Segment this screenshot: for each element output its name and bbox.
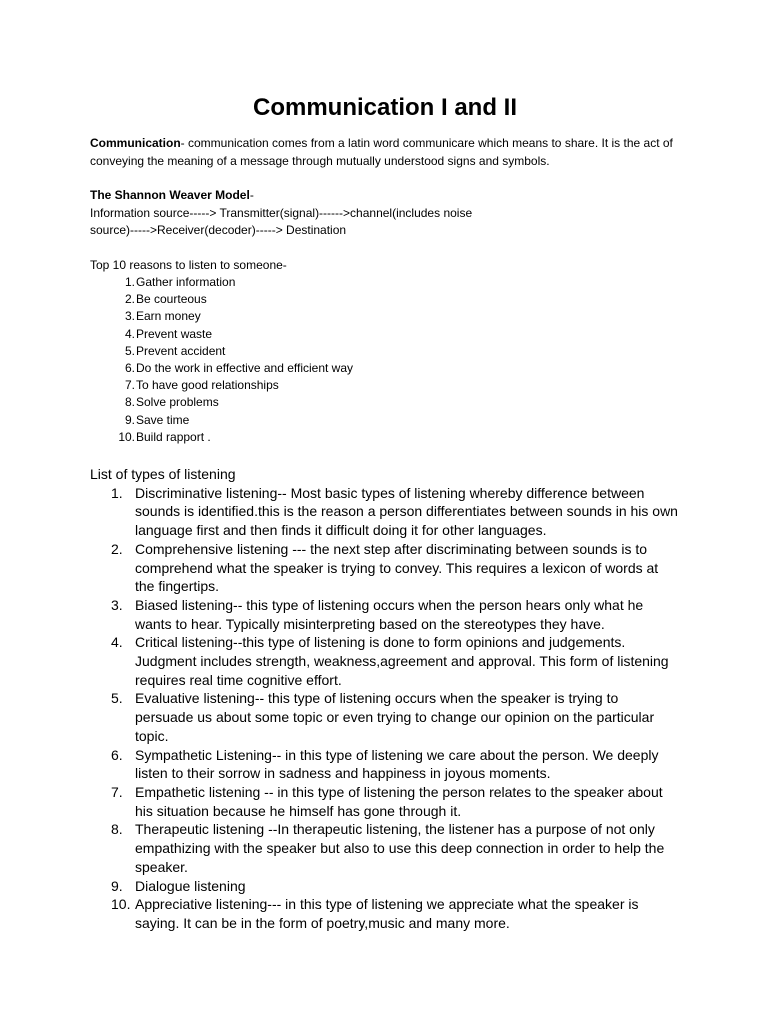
list-item-text: Therapeutic listening --In therapeutic listening, the listener has a purpose of not only empathizing with the speaker but also to use this deep connection in order to help the speaker. [135,821,665,875]
list-item-number: 3. [124,309,135,324]
listening-type-item [90,877,680,896]
list-item-number: 2. [124,292,135,307]
reason-list-item [90,377,680,394]
list-item-text: Critical listening--this type of listening is done to form opinions and judgements. Judgment includes strength, weakness,agreement and approval. This form of listening requires real time cognitive effort. [135,634,669,688]
reason-list-item [90,394,680,411]
reason-list-item [90,343,680,360]
listening-type-item [90,596,680,633]
list-item-text: Gather information [136,275,236,289]
reason-list-item [90,412,680,429]
model-heading-text: The Shannon Weaver Model [90,188,250,202]
listening-type-item [90,689,680,745]
list-item-text: Discriminative listening-- Most basic types of listening whereby difference between sounds is identified.this is the reason a person differentiates between sounds in his own language first and then finds it difficult doing it for other languages. [135,484,678,539]
list-item-text: Appreciative listening--- in this type of listening we appreciate what the speaker is saying. It can be in the form of poetry,music and many more. [135,896,639,931]
reasons-list [90,274,680,446]
list-item-text: To have good relationships [136,378,279,393]
list-item-text: Be courteous [136,292,207,307]
reason-list-item [90,326,680,343]
list-item-text: Do the work in effective and efficient way [136,361,354,376]
list-item-text: Save time [136,412,190,427]
list-item-number: 6. [111,746,123,763]
model-heading-suffix: - [249,188,254,202]
reason-list-item [90,360,680,377]
reason-list-item [90,429,680,446]
listening-type-item [90,783,680,820]
list-item-number: 5. [111,690,123,707]
intro-paragraph [90,135,680,170]
reason-list-item [90,308,680,325]
list-item-number: 8. [124,395,135,410]
list-item-text: Empathetic listening -- in this type of listening the person relates to the speaker about his situation because he himself has gone through it. [135,783,663,819]
listening-type-item [90,746,680,783]
list-item-number: 7. [111,783,123,800]
list-item-number: 10. [118,429,135,444]
list-item-number: 3. [111,596,123,613]
list-item-number: 1. [124,275,135,289]
list-item-number: 9. [111,877,123,894]
reason-list-item [90,274,680,291]
types-heading: List of types of listening [90,466,236,483]
list-item-text: Biased listening-- this type of listening occurs when the person hears only what he wants to hear. Typically misinterpreting based on the stereotypes they have. [135,596,644,632]
intro-term: Communication [90,136,181,150]
list-item-number: 4. [124,326,135,341]
list-item-number: 1. [111,484,123,501]
document-page [90,92,680,933]
list-item-text: Sympathetic Listening-- in this type of listening we care about the person. We deeply listen to their sorrow in sadness and happiness in joyous moments. [135,746,659,782]
page-title: Communication I and II [252,94,517,121]
list-item-number: 7. [124,378,135,393]
intro-text: - communication comes from a latin word communicare which means to share. It is the act of conveying the meaning of a message through mutually understood signs and symbols. [90,136,673,168]
list-item-number: 6. [124,361,135,376]
list-item-number: 4. [111,634,123,651]
list-item-number: 2. [111,540,123,557]
list-item-text: Prevent accident [136,343,226,358]
list-item-number: 9. [124,412,135,427]
model-heading [90,187,680,205]
list-item-number: 8. [111,821,123,838]
list-item-text: Earn money [136,309,201,324]
types-list [90,484,680,933]
list-item-text: Dialogue listening [135,877,246,894]
listening-type-item [90,820,680,876]
list-item-text: Solve problems [136,395,219,410]
model-line-2: source)----->Receiver(decoder)-----> Destination [90,223,347,237]
listening-type-item [90,484,680,540]
listening-type-item [90,540,680,596]
list-item-text: Evaluative listening-- this type of listening occurs when the speaker is trying to persuade us about some topic or even trying to change our opinion on the particular topic. [135,690,655,744]
list-item-text: Comprehensive listening --- the next step after discriminating between sounds is to comprehend what the speaker is trying to convey. This requires a lexicon of words at the fingertips. [135,540,659,595]
list-item-text: Prevent waste [136,326,213,341]
list-item-text: Build rapport . [136,429,211,444]
reason-list-item [90,291,680,308]
listening-type-item [90,633,680,689]
list-item-number: 5. [124,343,135,358]
listening-type-item [90,895,680,932]
reasons-heading: Top 10 reasons to listen to someone- [90,257,287,272]
model-line-1: Information source-----> Transmitter(signal)------>channel(includes noise [90,205,473,220]
list-item-number: 10. [111,896,131,913]
